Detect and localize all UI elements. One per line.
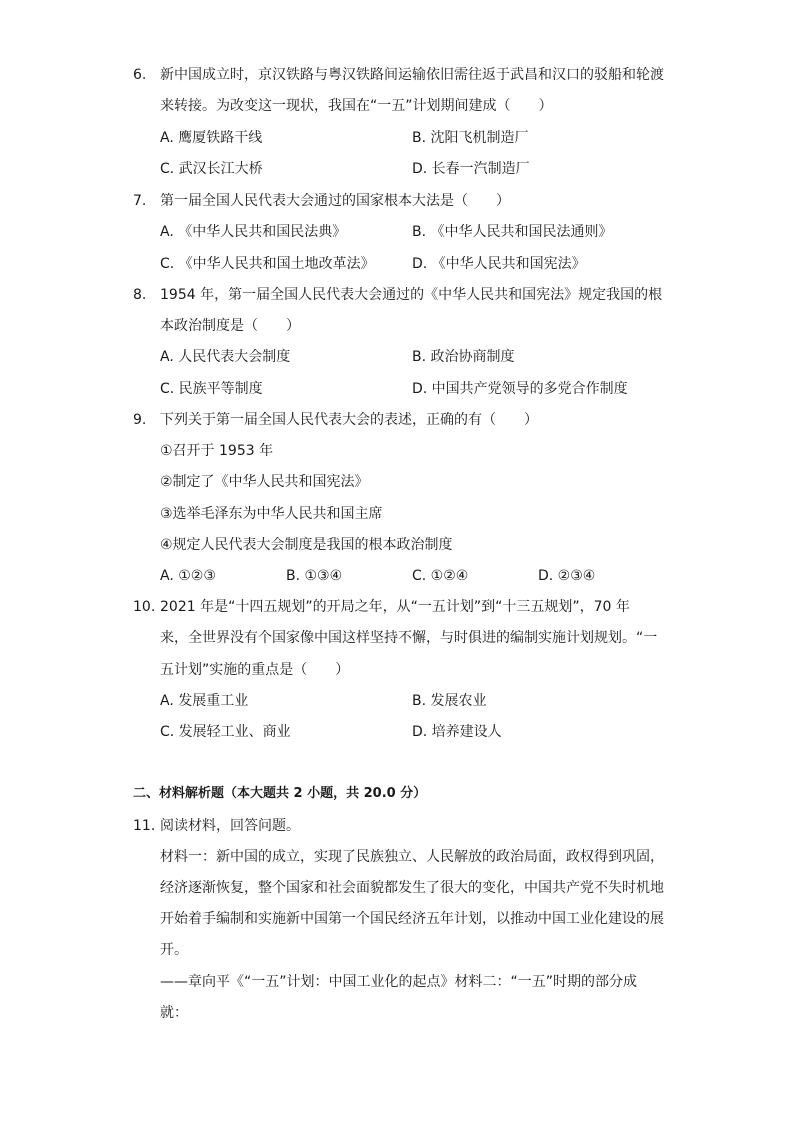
- option-c: C. 民族平等制度: [160, 381, 263, 397]
- statement-3: ③选举毛泽东为中华人民共和国主席: [160, 506, 383, 522]
- material-line: 材料一：新中国的成立，实现了民族独立、人民解放的政治局面，政权得到巩固，: [160, 849, 664, 865]
- section-heading: 二、材料解析题（本大题共 2 小题，共 20.0 分）: [133, 786, 427, 801]
- question-intro: 阅读材料，回答问题。: [160, 818, 300, 834]
- option-d: D. 长春一汽制造厂: [412, 161, 530, 177]
- option-b: B. 政治协商制度: [412, 349, 515, 365]
- option-c: C. ①②④: [412, 568, 469, 584]
- option-d: D. 培养建设人: [412, 724, 502, 740]
- statement-2: ②制定了《中华人民共和国宪法》: [160, 474, 369, 490]
- option-a: A. ①②③: [160, 568, 216, 584]
- material-line: 开始着手编制和实施新中国第一个国民经济五年计划，以推动中国工业化建设的展: [160, 911, 664, 927]
- option-a: A. 发展重工业: [160, 693, 249, 709]
- material-line: 经济逐渐恢复，整个国家和社会面貌都发生了很大的变化，中国共产党不失时机地: [160, 880, 664, 896]
- question-stem-line: 1954 年，第一届全国人民代表大会通过的《中华人民共和国宪法》规定我国的根: [160, 287, 663, 303]
- question-number: 7.: [133, 193, 147, 209]
- question-stem-line: 五计划”实施的重点是（ ）: [160, 662, 350, 678]
- material-line: 开。: [160, 942, 188, 958]
- option-d: D. ②③④: [538, 568, 596, 584]
- question-number: 10.: [133, 599, 156, 615]
- question-number: 9.: [133, 412, 147, 428]
- question-number: 8.: [133, 287, 147, 303]
- option-d: D. 《中华人民共和国宪法》: [412, 256, 586, 272]
- question-stem-line: 新中国成立时，京汉铁路与粤汉铁路间运输依旧需往返于武昌和汉口的驳船和轮渡: [160, 67, 664, 83]
- question-number: 11.: [133, 818, 156, 834]
- material-line: 就：: [160, 1005, 188, 1021]
- option-b: B. ①③④: [286, 568, 343, 584]
- question-number: 6.: [133, 67, 147, 83]
- option-c: C. 《中华人民共和国土地改革法》: [160, 256, 375, 272]
- statement-4: ④规定人民代表大会制度是我国的根本政治制度: [160, 537, 453, 553]
- option-b: B. 《中华人民共和国民法通则》: [412, 224, 613, 240]
- option-c: C. 发展轻工业、商业: [160, 724, 291, 740]
- option-a: A. 人民代表大会制度: [160, 349, 291, 365]
- option-a: A. 《中华人民共和国民法典》: [160, 224, 347, 240]
- question-stem-line: 下列关于第一届全国人民代表大会的表述，正确的有（ ）: [160, 412, 538, 428]
- statement-1: ①召开于 1953 年: [160, 443, 274, 459]
- question-stem-line: 来转接。为改变这一现状，我国在“一五”计划期间建成（ ）: [160, 98, 553, 114]
- question-stem-line: 来，全世界没有个国家像中国这样坚持不懈，与时俱进的编制实施计划规划。“一: [160, 630, 658, 646]
- option-b: B. 沈阳飞机制造厂: [412, 130, 529, 146]
- option-a: A. 鹰厦铁路干线: [160, 130, 263, 146]
- question-stem-line: 第一届全国人民代表大会通过的国家根本大法是（ ）: [160, 193, 510, 209]
- question-stem-line: 2021 年是“十四五规划”的开局之年，从“一五计划”到“十三五规划”，70 年: [160, 599, 630, 615]
- material-line: ——章向平《“一五”计划：中国工业化的起点》材料二：“一五”时期的部分成: [160, 974, 638, 990]
- option-c: C. 武汉长江大桥: [160, 161, 263, 177]
- option-d: D. 中国共产党领导的多党合作制度: [412, 381, 628, 397]
- question-stem-line: 本政治制度是（ ）: [160, 318, 300, 334]
- option-b: B. 发展农业: [412, 693, 487, 709]
